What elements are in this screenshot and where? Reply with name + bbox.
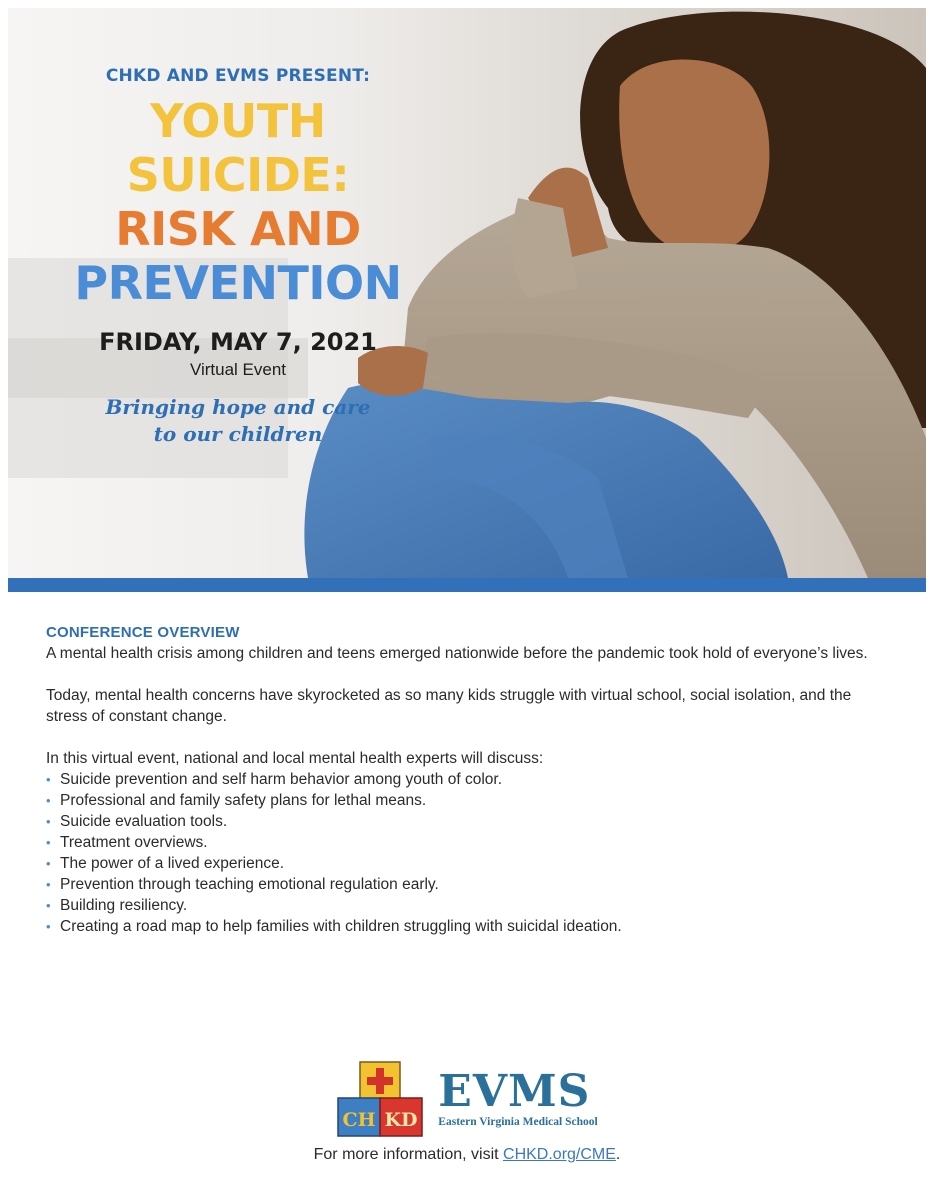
event-venue: Virtual Event xyxy=(189,360,287,379)
hero-banner xyxy=(8,8,926,578)
list-item: • Suicide prevention and self harm behavior among youth of color. xyxy=(46,769,896,790)
list-item: • Prevention through teaching emotional regulation early. xyxy=(46,874,896,895)
chkd-cme-link[interactable]: CHKD.org/CME xyxy=(503,1146,616,1163)
more-info-line xyxy=(0,1146,934,1164)
list-item: • Suicide evaluation tools. xyxy=(46,811,896,832)
overview-heading: CONFERENCE OVERVIEW xyxy=(46,624,240,641)
logo-row xyxy=(0,1060,934,1138)
title-line-1: YOUTH SUICIDE: xyxy=(126,94,350,202)
svg-text:KD: KD xyxy=(384,1109,418,1131)
hero-text-block xyxy=(38,66,438,448)
tagline-line-2: to our children xyxy=(153,422,323,446)
overview-paragraph-1: A mental health crisis among children and teens emerged nationwide before the pandemic took hold of everyone’s lives. xyxy=(46,645,868,662)
more-info-suffix: . xyxy=(615,1146,621,1163)
tagline-line-1: Bringing hope and care xyxy=(105,395,371,419)
topic-list xyxy=(46,769,896,937)
evms-logo xyxy=(438,1066,598,1128)
overview-intro: In this virtual event, national and local mental health experts will discuss: xyxy=(46,750,544,767)
overview-paragraph-2: Today, mental health concerns have skyrocketed as so many kids struggle with virtual school, social isolation, and the stress of constant change. xyxy=(46,687,852,725)
title-line-3: PREVENTION xyxy=(74,256,402,310)
tagline xyxy=(38,394,438,448)
evms-subtitle: Eastern Virginia Medical School xyxy=(438,1116,598,1128)
hero-divider-bar xyxy=(8,578,926,592)
evms-wordmark: EVMS xyxy=(438,1066,591,1117)
svg-text:CH: CH xyxy=(342,1109,376,1131)
list-item: • Building resiliency. xyxy=(46,895,896,916)
list-item: • Professional and family safety plans for lethal means. xyxy=(46,790,896,811)
conference-overview xyxy=(46,622,896,937)
presenter-line: CHKD AND EVMS PRESENT: xyxy=(105,66,371,86)
more-info-prefix: For more information, visit xyxy=(313,1146,504,1163)
event-date: FRIDAY, MAY 7, 2021 xyxy=(99,328,377,356)
title-line-2: RISK AND xyxy=(115,202,361,256)
chkd-logo xyxy=(336,1060,424,1138)
list-item: • Creating a road map to help families with children struggling with suicidal ideation. xyxy=(46,916,896,937)
list-item: • The power of a lived experience. xyxy=(46,853,896,874)
list-item: • Treatment overviews. xyxy=(46,832,896,853)
footer xyxy=(0,1060,934,1164)
